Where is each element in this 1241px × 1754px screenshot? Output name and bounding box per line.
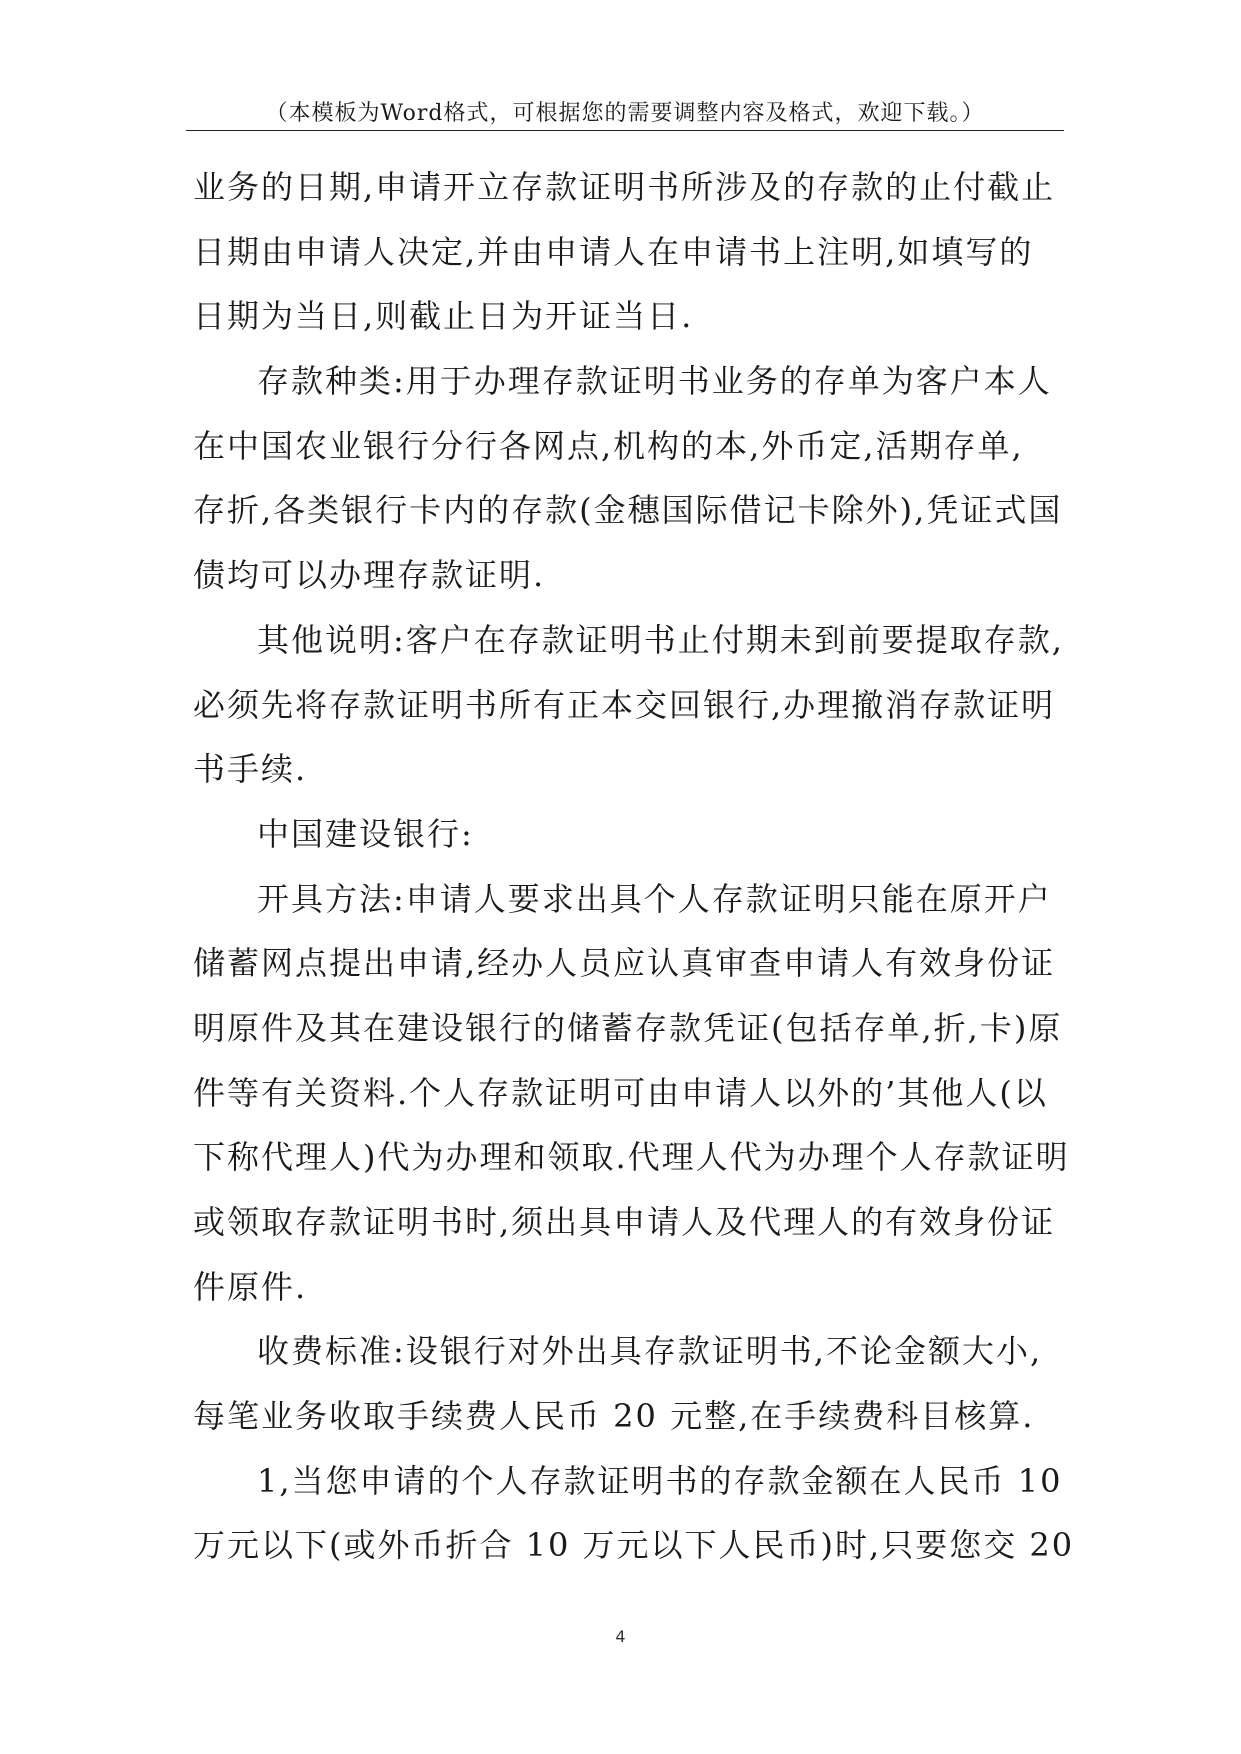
text-line: 储蓄网点提出申请,经办人员应认真审查申请人有效身份证 <box>193 944 1056 983</box>
text-line: 存折,各类银行卡内的存款(金穗国际借记卡除外),凭证式国 <box>193 491 1063 530</box>
text-line: 或领取存款证明书时,须出具申请人及代理人的有效身份证 <box>193 1203 1056 1241</box>
text-line: 收费标准:设银行对外出具存款证明书,不论金额大小, <box>257 1332 1043 1371</box>
text-line: 债均可以办理存款证明. <box>193 556 546 595</box>
text-line: 明原件及其在建设银行的储蓄存款凭证(包括存单,折,卡)原 <box>193 1008 1063 1047</box>
page-number: 4 <box>615 1627 626 1646</box>
text-line: 书手续. <box>193 750 308 789</box>
text-line: 在中国农业银行分行各网点,机构的本,外币定,活期存单, <box>193 426 1024 465</box>
text-line: 中国建设银行: <box>257 814 474 853</box>
text-line: 日期为当日,则截止日为开证当日. <box>193 297 694 336</box>
text-line: 必须先将存款证明书所有正本交回银行,办理撤消存款证明 <box>193 685 1056 724</box>
text-line: 其他说明:客户在存款证明书止付期未到前要提取存款, <box>257 620 1064 659</box>
page-header: （本模板为Word格式，可根据您的需要调整内容及格式，欢迎下载。） <box>265 101 985 126</box>
header-divider <box>186 130 1064 131</box>
text-line: 万元以下(或外币折合 10 万元以下人民币)时,只要您交 20 <box>193 1526 1075 1565</box>
text-line: 开具方法:申请人要求出具个人存款证明只能在原开户 <box>257 879 1052 918</box>
text-line: 件等有关资料.个人存款证明可由申请人以外的’其他人(以 <box>193 1073 1048 1112</box>
text-line: 下称代理人)代为办理和领取.代理人代为办理个人存款证明 <box>193 1138 1070 1177</box>
text-line: 业务的日期,申请开立存款证明书所涉及的存款的止付截止 <box>193 168 1056 206</box>
text-line: 存款种类:用于办理存款证明书业务的存单为客户本人 <box>257 362 1052 401</box>
text-line: 件原件. <box>193 1267 308 1306</box>
document-body <box>193 155 1075 1578</box>
text-line: 每笔业务收取手续费人民币 20 元整,在手续费科目核算. <box>193 1397 1035 1436</box>
text-line: 1,当您申请的个人存款证明书的存款金额在人民币 10 <box>257 1461 1063 1500</box>
text-line: 日期由申请人决定,并由申请人在申请书上注明,如填写的 <box>193 232 1034 271</box>
